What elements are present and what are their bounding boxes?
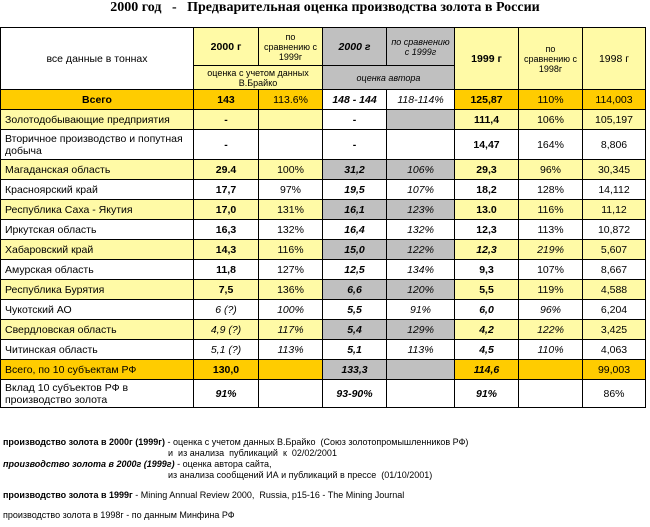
cell-2000-author: 16,4 [323, 220, 387, 240]
cell-1999: 125,87 [455, 90, 519, 110]
header-1999: 1999 г [455, 28, 519, 90]
cell-2000: 143 [194, 90, 259, 110]
table-row [1, 320, 646, 340]
table-row [1, 90, 646, 110]
cell-cmp-author: 120% [387, 280, 455, 300]
cell-2000: 6 (?) [194, 300, 259, 320]
cell-2000: 16,3 [194, 220, 259, 240]
cell-1999: 9,3 [455, 260, 519, 280]
cell-1998: 5,607 [583, 240, 646, 260]
subheader-braiko: оценка с учетом данных В.Брайко [194, 66, 323, 90]
table-row [1, 160, 646, 180]
header-1998: 1998 г [583, 28, 646, 90]
subheader-author: оценка автора [323, 66, 455, 90]
cell-2000: 5,1 (?) [194, 340, 259, 360]
cell-cmp-1998: 107% [519, 260, 583, 280]
note-text: - оценка автора сайта, [174, 459, 272, 469]
cell-2000-author: 5,1 [323, 340, 387, 360]
cell-cmp-1999 [259, 110, 323, 130]
cell-cmp-author: 129% [387, 320, 455, 340]
cell-cmp-author [387, 380, 455, 408]
cell-cmp-1999 [259, 380, 323, 408]
note-line [3, 448, 643, 459]
cell-2000: 17,0 [194, 200, 259, 220]
cell-cmp-author: 118-114% [387, 90, 455, 110]
row-name: Республика Саха - Якутия [1, 200, 194, 220]
row-name: Золотодобывающие предприятия [1, 110, 194, 130]
cell-cmp-1999 [259, 130, 323, 160]
table-row [1, 260, 646, 280]
table-row [1, 180, 646, 200]
cell-1999: 4,2 [455, 320, 519, 340]
cell-2000: - [194, 110, 259, 130]
cell-2000-author: 5,4 [323, 320, 387, 340]
cell-cmp-author: 107% [387, 180, 455, 200]
row-name: Вклад 10 субъектов РФ в производство золота [1, 380, 194, 408]
cell-cmp-author: 134% [387, 260, 455, 280]
table-row [1, 300, 646, 320]
footnotes [3, 437, 643, 521]
cell-cmp-1998 [519, 360, 583, 380]
cell-cmp-1998: 110% [519, 340, 583, 360]
cell-1999: 5,5 [455, 280, 519, 300]
cell-cmp-1998: 219% [519, 240, 583, 260]
cell-cmp-1999: 132% [259, 220, 323, 240]
note-line [3, 459, 643, 470]
row-name: Вторичное производство и попутная добыча [1, 130, 194, 160]
cell-cmp-1998: 113% [519, 220, 583, 240]
cell-1998: 14,112 [583, 180, 646, 200]
cell-cmp-1999 [259, 360, 323, 380]
cell-1998: 8,806 [583, 130, 646, 160]
table-row [1, 110, 646, 130]
cell-cmp-author [387, 130, 455, 160]
cell-2000: 29.4 [194, 160, 259, 180]
cell-2000: 7,5 [194, 280, 259, 300]
note-text: - оценка с учетом данных В.Брайко (Союз золотопромышленников РФ) [165, 437, 469, 447]
cell-cmp-1998 [519, 380, 583, 408]
table-row [1, 360, 646, 380]
cell-cmp-1998: 122% [519, 320, 583, 340]
note-line [3, 510, 643, 521]
cell-1998: 4,063 [583, 340, 646, 360]
row-name: Амурская область [1, 260, 194, 280]
gold-production-table [0, 27, 646, 408]
cell-cmp-1999: 116% [259, 240, 323, 260]
cell-cmp-1998: 106% [519, 110, 583, 130]
cell-2000: - [194, 130, 259, 160]
header-cmp-1999-author: по сравнению с 1999г [387, 28, 455, 66]
cell-1999: 13.0 [455, 200, 519, 220]
cell-2000: 17,7 [194, 180, 259, 200]
cell-cmp-author: 106% [387, 160, 455, 180]
cell-1998: 99,003 [583, 360, 646, 380]
cell-cmp-author: 113% [387, 340, 455, 360]
cell-2000: 4,9 (?) [194, 320, 259, 340]
header-2000-author: 2000 г [323, 28, 387, 66]
cell-2000: 14,3 [194, 240, 259, 260]
cell-1999: 14,47 [455, 130, 519, 160]
cell-1999: 6,0 [455, 300, 519, 320]
cell-cmp-1998: 96% [519, 160, 583, 180]
row-name: Всего, по 10 субъектам РФ [1, 360, 194, 380]
cell-1999: 29,3 [455, 160, 519, 180]
row-name: Чукотский АО [1, 300, 194, 320]
table-row [1, 200, 646, 220]
cell-cmp-1999: 127% [259, 260, 323, 280]
row-name: Всего [1, 90, 194, 110]
cell-2000: 130,0 [194, 360, 259, 380]
cell-2000-author: 133,3 [323, 360, 387, 380]
cell-cmp-author: 132% [387, 220, 455, 240]
cell-1998: 86% [583, 380, 646, 408]
cell-2000-author: - [323, 110, 387, 130]
cell-1998: 10,872 [583, 220, 646, 240]
table-row [1, 220, 646, 240]
cell-cmp-1998: 128% [519, 180, 583, 200]
cell-cmp-1999: 113.6% [259, 90, 323, 110]
cell-cmp-1999: 117% [259, 320, 323, 340]
cell-cmp-author: 91% [387, 300, 455, 320]
cell-1998: 30,345 [583, 160, 646, 180]
cell-1998: 105,197 [583, 110, 646, 130]
note-lead: производство золота в 2000г (1999г) [3, 437, 166, 447]
note-line [3, 470, 643, 481]
cell-cmp-1999: 100% [259, 300, 323, 320]
cell-cmp-1998: 164% [519, 130, 583, 160]
row-name: Хабаровский край [1, 240, 194, 260]
table-row [1, 340, 646, 360]
cell-2000-author: 12,5 [323, 260, 387, 280]
note-lead: производство золота в 2000г (1999г) [3, 459, 175, 469]
cell-cmp-1998: 110% [519, 90, 583, 110]
page-title: 2000 год - Предварительная оценка производства золота в России [110, 0, 540, 15]
header-row [1, 28, 646, 66]
table-row [1, 280, 646, 300]
header-cmp-1998: по сравнению с 1998г [519, 28, 583, 90]
table-row [1, 240, 646, 260]
cell-1999: 12,3 [455, 240, 519, 260]
table-row [1, 130, 646, 160]
row-name: Магаданская область [1, 160, 194, 180]
cell-cmp-1999: 97% [259, 180, 323, 200]
cell-cmp-1999: 113% [259, 340, 323, 360]
note-text: - Mining Annual Review 2000, Russia, p15-16 - The Mining Journal [132, 490, 405, 500]
cell-1998: 3,425 [583, 320, 646, 340]
cell-1998: 114,003 [583, 90, 646, 110]
cell-1999: 91% [455, 380, 519, 408]
row-name: Читинская область [1, 340, 194, 360]
note-text: производство золота в 1998г - по данным Минфина РФ [3, 510, 235, 520]
cell-cmp-author [387, 110, 455, 130]
cell-2000-author: - [323, 130, 387, 160]
cell-1999: 4,5 [455, 340, 519, 360]
table-row [1, 380, 646, 408]
row-name: Республика Бурятия [1, 280, 194, 300]
cell-cmp-1998: 96% [519, 300, 583, 320]
cell-2000: 11,8 [194, 260, 259, 280]
note-lead: производство золота в 1999г [3, 490, 133, 500]
cell-cmp-1999: 136% [259, 280, 323, 300]
cell-1999: 114,6 [455, 360, 519, 380]
header-cmp-1999: по сравнению с 1999г [259, 28, 323, 66]
cell-cmp-1998: 119% [519, 280, 583, 300]
header-data-label: все данные в тоннах [1, 28, 194, 90]
cell-1998: 4,588 [583, 280, 646, 300]
cell-1998: 11,12 [583, 200, 646, 220]
cell-2000-author: 19,5 [323, 180, 387, 200]
cell-2000-author: 148 - 144 [323, 90, 387, 110]
note-text: и из анализа публикаций к 02/02/2001 [3, 448, 337, 458]
note-line [3, 490, 643, 501]
cell-2000-author: 31,2 [323, 160, 387, 180]
row-name: Красноярский край [1, 180, 194, 200]
note-text: из анализа сообщений ИА и публикаций в прессе (01/10/2001) [3, 470, 433, 480]
cell-cmp-author: 123% [387, 200, 455, 220]
row-name: Свердловская область [1, 320, 194, 340]
note-line [3, 437, 643, 448]
row-name: Иркутская область [1, 220, 194, 240]
cell-1999: 18,2 [455, 180, 519, 200]
cell-1999: 111,4 [455, 110, 519, 130]
cell-2000-author: 15,0 [323, 240, 387, 260]
cell-2000-author: 5,5 [323, 300, 387, 320]
cell-cmp-author [387, 360, 455, 380]
cell-1998: 6,204 [583, 300, 646, 320]
cell-2000-author: 6,6 [323, 280, 387, 300]
cell-2000-author: 16,1 [323, 200, 387, 220]
cell-cmp-author: 122% [387, 240, 455, 260]
cell-cmp-1999: 100% [259, 160, 323, 180]
cell-cmp-1998: 116% [519, 200, 583, 220]
cell-cmp-1999: 131% [259, 200, 323, 220]
cell-1998: 8,667 [583, 260, 646, 280]
header-2000: 2000 г [194, 28, 259, 66]
cell-2000: 91% [194, 380, 259, 408]
cell-1999: 12,3 [455, 220, 519, 240]
cell-2000-author: 93-90% [323, 380, 387, 408]
